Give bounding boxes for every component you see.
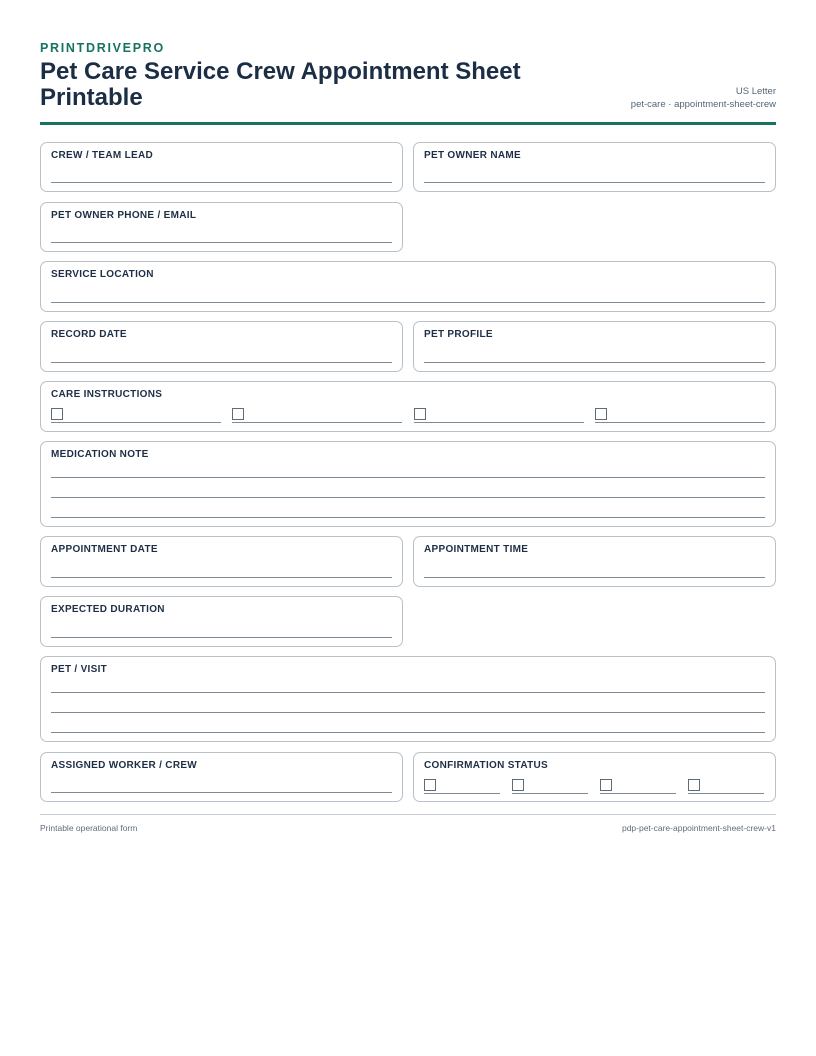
checkbox-icon[interactable]	[512, 779, 524, 791]
field-pet-visit	[40, 656, 776, 742]
care-option[interactable]	[414, 408, 584, 423]
field-confirmation-status	[413, 752, 776, 802]
field-label: CARE INSTRUCTIONS	[51, 389, 163, 400]
field-label: ASSIGNED WORKER / CREW	[51, 760, 198, 771]
confirmation-option[interactable]	[688, 779, 764, 794]
field-label: SERVICE LOCATION	[51, 269, 154, 280]
checkbox-icon[interactable]	[688, 779, 700, 791]
record-date-input[interactable]	[51, 362, 392, 363]
page-tags: pet-care · appointment-sheet-crew	[630, 99, 776, 110]
medication-note-line[interactable]	[51, 517, 765, 518]
care-option[interactable]	[232, 408, 402, 423]
pet-owner-name-input[interactable]	[424, 182, 765, 183]
field-label: APPOINTMENT DATE	[51, 544, 158, 555]
pet-visit-line[interactable]	[51, 732, 765, 733]
expected-duration-input[interactable]	[51, 637, 392, 638]
pet-visit-line[interactable]	[51, 712, 765, 713]
appointment-date-input[interactable]	[51, 577, 392, 578]
field-label: CREW / TEAM LEAD	[51, 150, 154, 161]
page-title: Pet Care Service Crew Appointment Sheet Printable	[40, 58, 521, 111]
field-pet-owner-name	[413, 142, 776, 192]
pet-profile-input[interactable]	[424, 362, 765, 363]
care-option[interactable]	[595, 408, 765, 423]
paper-size: US Letter	[735, 86, 776, 97]
field-label: PET / VISIT	[51, 664, 108, 675]
field-appointment-date	[40, 536, 403, 587]
checkbox-icon[interactable]	[595, 408, 607, 420]
checkbox-icon[interactable]	[51, 408, 63, 420]
field-label: APPOINTMENT TIME	[424, 544, 529, 555]
form-id: pdp-pet-care-appointment-sheet-crew-v1	[621, 823, 776, 833]
pet-owner-contact-input[interactable]	[51, 242, 392, 243]
appointment-time-input[interactable]	[424, 577, 765, 578]
checkbox-icon[interactable]	[424, 779, 436, 791]
field-label: EXPECTED DURATION	[51, 604, 165, 615]
pet-visit-line[interactable]	[51, 692, 765, 693]
field-label: MEDICATION NOTE	[51, 449, 149, 460]
field-label: PET OWNER PHONE / EMAIL	[51, 210, 197, 221]
checkbox-icon[interactable]	[232, 408, 244, 420]
field-medication-note	[40, 441, 776, 527]
footer-note: Printable operational form	[40, 823, 138, 833]
field-label: PET PROFILE	[424, 329, 493, 340]
page-meta	[631, 85, 776, 111]
checkbox-icon[interactable]	[414, 408, 426, 420]
confirmation-option[interactable]	[512, 779, 588, 794]
brand-name: PRINTDRIVEPRO	[40, 41, 165, 55]
assigned-worker-input[interactable]	[51, 792, 392, 793]
footer-divider	[40, 814, 776, 815]
field-service-location	[40, 261, 776, 312]
field-pet-profile	[413, 321, 776, 372]
field-appointment-time	[413, 536, 776, 587]
field-record-date	[40, 321, 403, 372]
field-pet-owner-contact	[40, 202, 403, 252]
confirmation-option[interactable]	[424, 779, 500, 794]
confirmation-option[interactable]	[600, 779, 676, 794]
medication-note-line[interactable]	[51, 497, 765, 498]
field-label: RECORD DATE	[51, 329, 127, 340]
header-divider	[40, 122, 776, 125]
service-location-input[interactable]	[51, 302, 765, 303]
care-option[interactable]	[51, 408, 221, 423]
field-care-instructions	[40, 381, 776, 432]
field-crew-team-lead	[40, 142, 403, 192]
crew-team-lead-input[interactable]	[51, 182, 392, 183]
field-expected-duration	[40, 596, 403, 647]
checkbox-icon[interactable]	[600, 779, 612, 791]
field-label: PET OWNER NAME	[424, 150, 521, 161]
medication-note-line[interactable]	[51, 477, 765, 478]
field-label: CONFIRMATION STATUS	[424, 760, 549, 771]
field-assigned-worker	[40, 752, 403, 802]
